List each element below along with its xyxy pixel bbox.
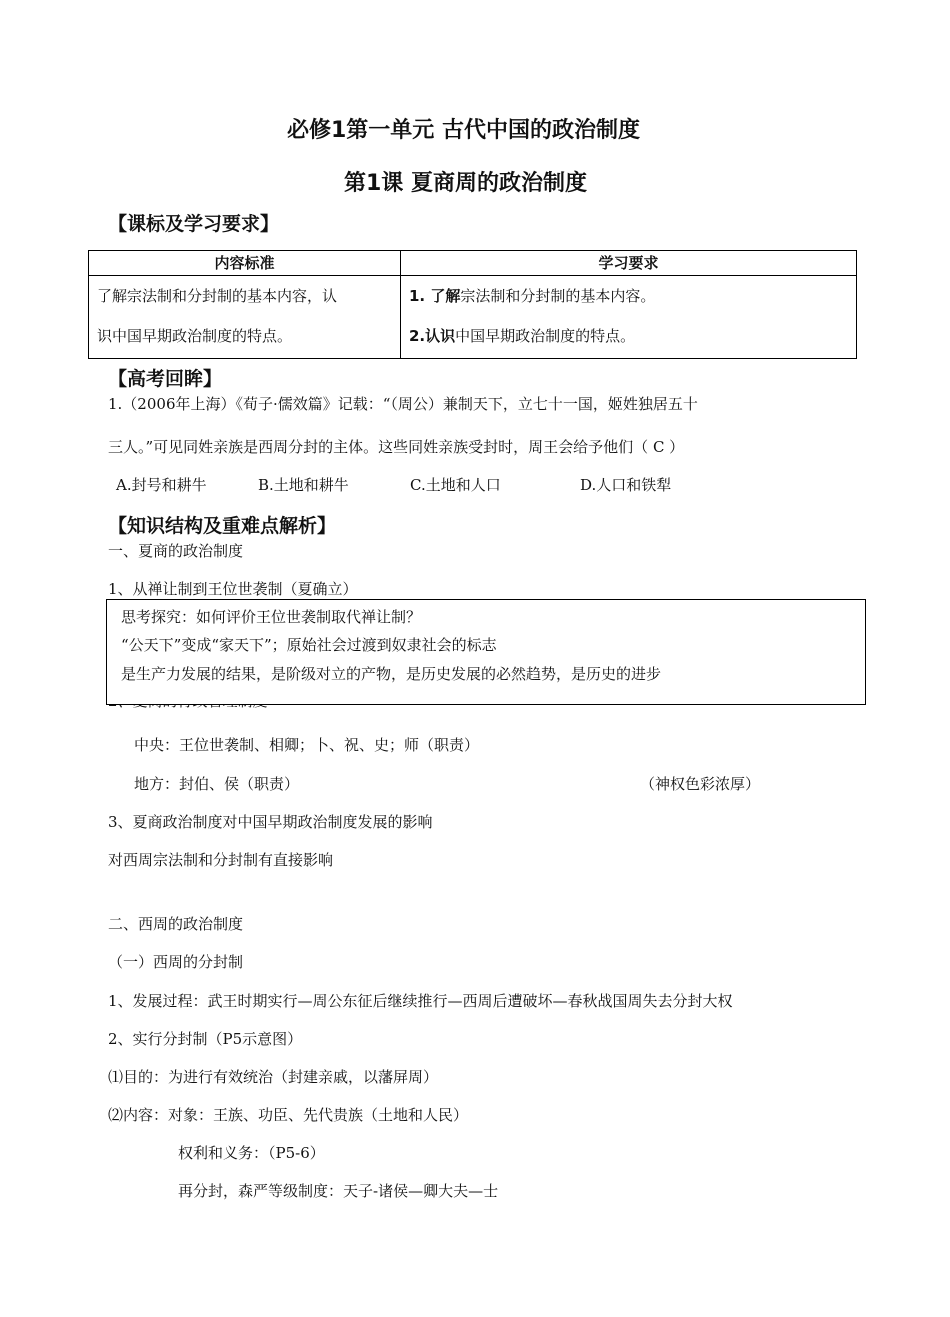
enfeoffment-point-2: 2、实行分封制（P5示意图）: [108, 1030, 303, 1048]
option-a: A.封号和耕牛: [116, 476, 207, 494]
point-1: 1、从禅让制到王位世袭制（夏确立）: [108, 580, 358, 598]
content-line-1: 了解宗法制和分封制的基本内容，认: [97, 287, 338, 305]
box-line-1: 思考探究：如何评价王位世袭制取代禅让制？: [121, 608, 422, 626]
table-header-content: 内容标准: [89, 251, 401, 276]
requirement-2-verb: 2.认识: [409, 327, 456, 345]
requirement-1: [409, 276, 848, 316]
requirement-2: [409, 316, 848, 356]
option-b: B.土地和耕牛: [258, 476, 349, 494]
standards-table: [88, 250, 857, 359]
requirement-2-text: 中国早期政治制度的特点。: [455, 327, 636, 345]
rights-duties: 权利和义务：（P5-6）: [178, 1144, 325, 1162]
table-cell-content: [89, 276, 401, 359]
subheading-enfeoffment: （一）西周的分封制: [108, 953, 244, 971]
requirement-1-text: 宗法制和分封制的基本内容。: [460, 287, 656, 305]
section-heading-standards: 【课标及学习要求】: [108, 213, 280, 235]
point-3-detail: 对西周宗法制和分封制有直接影响: [108, 851, 334, 869]
enfeoffment-point-1: 1、发展过程：武王时期实行—周公东征后继续推行—西周后遭破坏—春秋战国周失去分封大权: [108, 992, 733, 1010]
requirement-1-verb: 1. 了解: [409, 287, 461, 305]
central-admin: 中央：王位世袭制、相卿；卜、祝、史；师（职责）: [134, 736, 480, 754]
heading-western-zhou: 二、西周的政治制度: [108, 915, 244, 933]
enfeoffment-content: ⑵内容：对象：王族、功臣、先代贵族（土地和人民）: [108, 1106, 469, 1124]
heading-xia-shang: 一、夏商的政治制度: [108, 542, 244, 560]
enfeoffment-purpose: ⑴目的：为进行有效统治（封建亲戚，以藩屏周）: [108, 1068, 439, 1086]
option-d: D.人口和铁犁: [580, 476, 672, 494]
section-heading-knowledge: 【知识结构及重难点解析】: [108, 515, 337, 537]
question-line-2: 三人。”可见同姓亲族是西周分封的主体。这些同姓亲族受封时，周王会给予他们（ C ）: [108, 438, 685, 456]
local-admin: 地方：封伯、侯（职责）: [134, 775, 300, 793]
box-line-2: “公天下”变成“家天下”；原始社会过渡到奴隶社会的标志: [121, 636, 497, 654]
point-3: 3、夏商政治制度对中国早期政治制度发展的影响: [108, 813, 433, 831]
theocracy-note: （神权色彩浓厚）: [640, 775, 761, 793]
content-line-2: 识中国早期政治制度的特点。: [97, 327, 293, 345]
hierarchy: 再分封，森严等级制度：天子-诸侯—卿大夫—士: [178, 1182, 499, 1200]
option-c: C.土地和人口: [410, 476, 501, 494]
page-title: 必修1第一单元 古代中国的政治制度: [287, 118, 640, 143]
table-cell-requirements: [401, 276, 857, 359]
lesson-title: 第1课 夏商周的政治制度: [344, 171, 587, 196]
box-line-3: 是生产力发展的结果，是阶级对立的产物，是历史发展的必然趋势，是历史的进步: [121, 665, 662, 683]
table-header-requirements: 学习要求: [401, 251, 857, 276]
question-line-1: 1.（2006年上海）《荀子·儒效篇》记载：“（周公）兼制天下，立七十一国，姬姓独居五十: [108, 395, 698, 413]
think-explore-box: [106, 599, 866, 705]
section-heading-exam-review: 【高考回眸】: [108, 368, 223, 390]
